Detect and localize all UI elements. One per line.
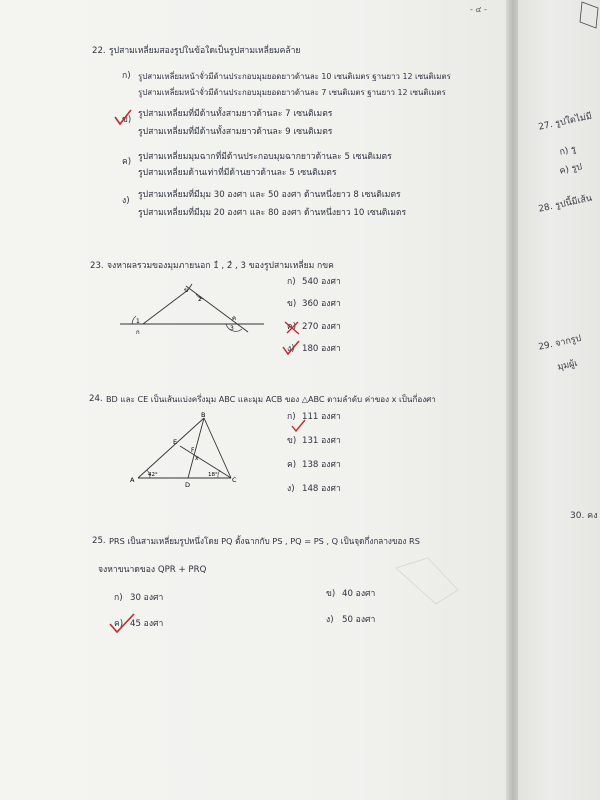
choice-text: 138 องศา xyxy=(302,460,341,470)
angle-label: x xyxy=(195,455,199,462)
choice-label: ก) xyxy=(122,71,131,81)
question-stem: จงหาขนาดของ QPR + PRQ xyxy=(98,565,207,575)
choice-label: ก) xyxy=(287,277,296,287)
question-stem: PRS เป็นสามเหลี่ยมรูปหนึ่งโดย PQ ตั้งฉากกับ PS , PQ = PS , Q เป็นจุดกึ่งกลางของ RS xyxy=(109,536,420,546)
vertex-label: ก xyxy=(136,329,140,336)
cross-mark xyxy=(282,318,304,338)
choice-label: ข) xyxy=(287,299,297,309)
choice-text: 50 องศา xyxy=(342,615,376,625)
choice-label: ค) xyxy=(287,460,297,470)
choice-text: รูปสามเหลี่ยมมุมฉากที่มีด้านประกอบมุมฉากยาวด้านละ 5 เซนติเมตร xyxy=(138,152,392,162)
angle-label: 2 xyxy=(198,296,202,303)
choice-text: 111 องศา xyxy=(302,412,341,422)
show-through-figure xyxy=(392,556,462,608)
choice-text: 540 องศา xyxy=(302,277,341,287)
angle-label: 18° xyxy=(208,472,218,478)
angle-label: 42° xyxy=(148,472,158,478)
question-text: 27. รูปใดไม่มี xyxy=(537,111,593,133)
choice-text: รูปสามเหลี่ยมหน้าจั่วมีด้านประกอบมุมยอดยาวด้านละ 10 เซนติเมตร ฐานยาว 12 เซนติเมตร xyxy=(138,72,451,81)
question-text: มุมผู้เ xyxy=(556,358,579,373)
question-stem: รูปสามเหลี่ยมสองรูปในข้อใดเป็นรูปสามเหลี่ยมคล้าย xyxy=(109,46,301,56)
choice-text: 131 องศา xyxy=(302,436,341,446)
choice-label: ข) xyxy=(122,115,132,125)
exam-page-right xyxy=(518,0,600,800)
question-number: 23. xyxy=(90,261,104,271)
question-text: 28. รูปนี้มีเส้น xyxy=(537,193,594,215)
angle-label: 1 xyxy=(136,318,140,325)
triangle-figure-q24 xyxy=(128,412,240,490)
choice-text: รูปสามเหลี่ยมที่มีมุม 30 องศา และ 50 องศา ด้านหนึ่งยาว 8 เซนติเมตร xyxy=(138,190,401,200)
question-number: 22. xyxy=(92,46,106,56)
choice-text: 30 องศา xyxy=(130,593,164,603)
question-number: 24. xyxy=(89,394,103,404)
choice-text: รูปสามเหลี่ยมที่มีด้านทั้งสามยาวด้านละ 9 เซนติเมตร xyxy=(138,127,333,137)
choice-text: 360 องศา xyxy=(302,299,341,309)
choice-label: ง) xyxy=(326,615,334,625)
choice-text: 270 องศา xyxy=(302,322,341,332)
choice-text: 148 องศา xyxy=(302,484,341,494)
vertex-label: E xyxy=(173,438,178,446)
vertex-label: F xyxy=(191,447,195,454)
choice-label: ง) xyxy=(122,196,130,206)
question-number: 25. xyxy=(92,536,106,546)
question-stem: BD และ CE เป็นเส้นแบ่งครึ่งมุม ABC และมุม ACB ของ △ABC ตามลำดับ ค่าของ x เป็นกี่องศา xyxy=(106,394,436,404)
question-stem: จงหาผลรวมของมุมภายนอก 1̂ , 2̂ , 3 ของรูปสามเหลี่ยม กขค xyxy=(107,261,334,271)
question-text: 30. คง xyxy=(570,511,598,521)
choice-label: ค) xyxy=(287,322,297,332)
choice-text: รูปสามเหลี่ยมหน้าจั่วมีด้านประกอบมุมยอดยาวด้านละ 7 เซนติเมตร ฐานยาว 12 เซนติเมตร xyxy=(138,88,446,97)
correct-answer-tick xyxy=(280,338,302,358)
choice-label: ง) xyxy=(287,344,295,354)
vertex-label: C xyxy=(232,476,237,484)
correct-answer-tick xyxy=(106,612,140,636)
correct-answer-tick xyxy=(112,108,134,128)
page-number: - ๔ - xyxy=(470,5,487,14)
choice-text: รูปสามเหลี่ยมที่มีด้านทั้งสามยาวด้านละ 7 เซนติเมตร xyxy=(138,109,333,119)
vertex-label: A xyxy=(130,476,135,484)
correct-answer-tick xyxy=(290,418,308,434)
choice-text: ค) รูป xyxy=(558,162,584,177)
choice-text: 40 องศา xyxy=(342,589,376,599)
vertex-label: D xyxy=(185,481,191,489)
choice-text: 45 องศา xyxy=(130,619,164,629)
triangle-figure-q23 xyxy=(118,282,268,344)
choice-label: ง) xyxy=(287,484,295,494)
choice-label: ค) xyxy=(114,619,124,629)
vertex-label: ข xyxy=(184,287,189,294)
choice-label: ข) xyxy=(287,436,297,446)
choice-label: ก) xyxy=(287,412,296,422)
choice-label: ก) xyxy=(114,593,123,603)
choice-label: ค) xyxy=(122,157,132,167)
choice-label: ข) xyxy=(326,589,336,599)
vertex-label: ค xyxy=(232,315,237,322)
figure-fragment xyxy=(578,0,600,32)
choice-text: ก) รู xyxy=(558,144,577,158)
angle-label: 3 xyxy=(230,325,234,332)
question-text: 29. จากรูป xyxy=(537,333,583,353)
vertex-label: B xyxy=(201,412,206,419)
choice-text: รูปสามเหลี่ยมด้านเท่าที่มีด้านยาวด้านละ 5 เซนติเมตร xyxy=(138,168,337,178)
choice-text: 180 องศา xyxy=(302,344,341,354)
choice-text: รูปสามเหลี่ยมที่มีมุม 20 องศา และ 80 องศา ด้านหนึ่งยาว 10 เซนติเมตร xyxy=(138,208,407,218)
